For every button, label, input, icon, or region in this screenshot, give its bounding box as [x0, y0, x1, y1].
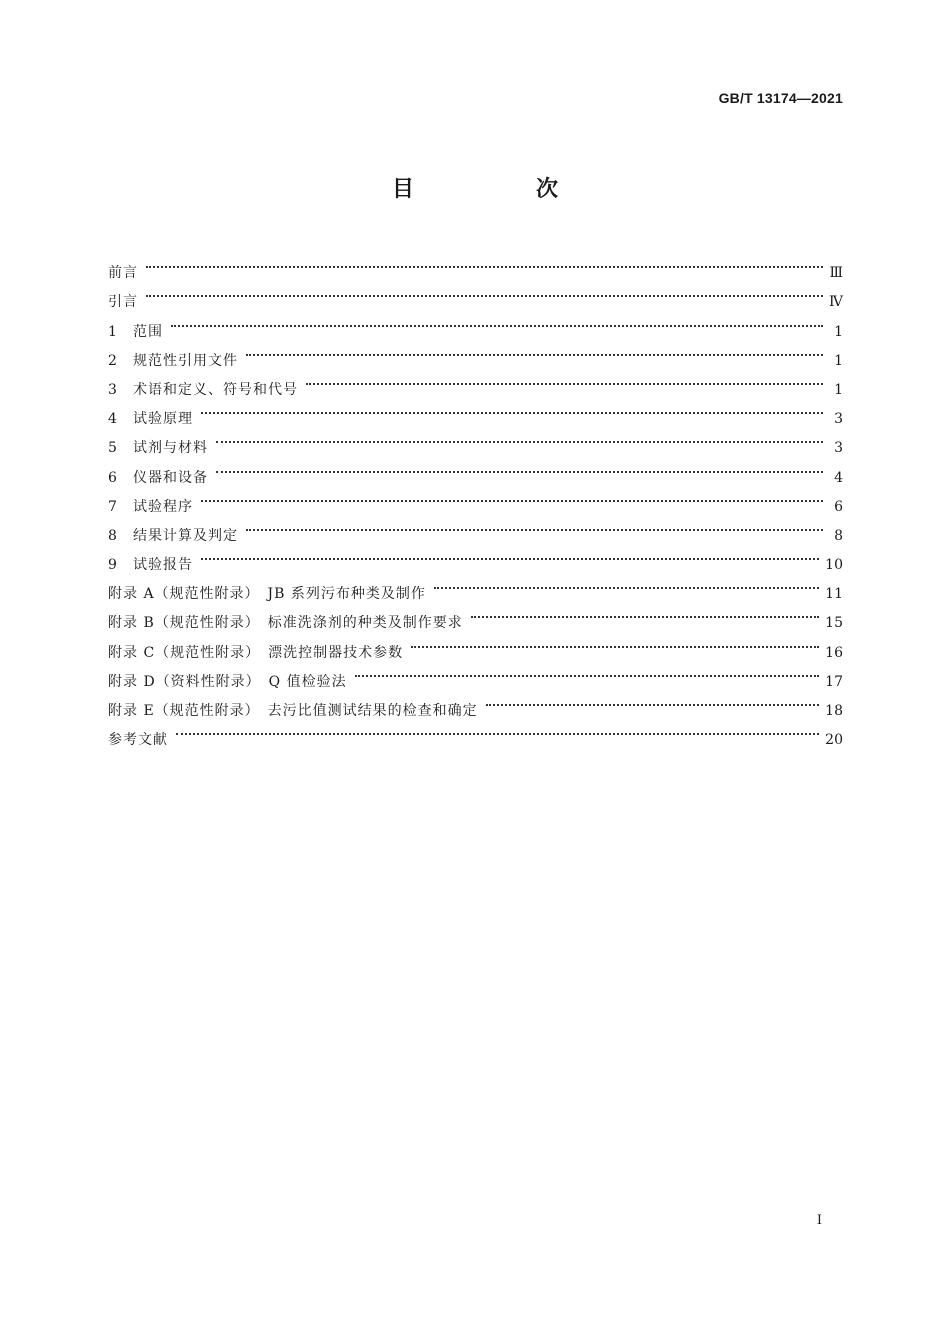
toc-entry-8[interactable] — [108, 511, 843, 544]
toc-entry-1[interactable] — [108, 306, 843, 340]
toc-entry-foreword[interactable] — [108, 248, 843, 282]
toc-entry-page: 1 — [834, 352, 843, 369]
page-title: 目 次 — [391, 177, 608, 202]
toc-leader-dots — [486, 686, 820, 715]
toc-entry-number: 2 — [108, 352, 117, 369]
toc-entry-page: 10 — [825, 557, 843, 574]
toc-entry-label: 结果计算及判定 — [133, 527, 238, 544]
toc-entry-page: 15 — [825, 615, 843, 632]
toc-entry-label: 前言 — [108, 265, 138, 282]
toc-entry-label: 参考文献 — [108, 732, 168, 749]
toc-entry-references[interactable] — [108, 715, 843, 749]
toc-leader-dots — [471, 598, 819, 627]
toc-leader-dots — [434, 569, 819, 598]
toc-entry-6[interactable] — [108, 452, 843, 486]
toc-entry-page: 3 — [834, 411, 843, 428]
toc-entry-page: 8 — [834, 527, 843, 544]
toc-leader-dots — [146, 248, 823, 277]
toc-entry-label: 附录 D（资料性附录） Q 值检验法 — [108, 673, 347, 690]
toc-entry-label: 试验原理 — [133, 411, 193, 428]
toc-entry-label: 规范性引用文件 — [133, 352, 238, 369]
toc-entry-number: 8 — [108, 527, 117, 544]
toc-leader-dots — [171, 306, 823, 335]
toc-leader-dots — [201, 394, 823, 423]
toc-entry-label: 术语和定义、符号和代号 — [133, 381, 298, 398]
toc-entry-page: Ⅲ — [829, 265, 843, 282]
toc-entry-number: 5 — [108, 440, 117, 457]
toc-entry-label: 引言 — [108, 294, 138, 311]
toc-entry-page: 16 — [825, 644, 843, 661]
toc-entry-page: 3 — [834, 440, 843, 457]
toc-entry-page: 17 — [825, 673, 843, 690]
toc-entry-appendix-a[interactable] — [108, 569, 843, 603]
toc-entry-label: 试验报告 — [133, 557, 193, 574]
toc-entry-label: 附录 B（规范性附录） 标准洗涤剂的种类及制作要求 — [108, 615, 463, 632]
toc-entry-label: 试验程序 — [133, 498, 193, 515]
toc-entry-page: Ⅳ — [829, 294, 843, 311]
toc-entry-page: 1 — [834, 381, 843, 398]
toc-entry-5[interactable] — [108, 423, 843, 457]
toc-leader-dots — [216, 423, 823, 452]
toc-entry-7[interactable] — [108, 482, 843, 515]
toc-entry-number: 3 — [108, 381, 117, 398]
toc-leader-dots — [201, 482, 823, 511]
toc-entry-4[interactable] — [108, 394, 843, 428]
page-number: I — [816, 1213, 822, 1228]
toc-entry-number: 7 — [108, 498, 117, 515]
toc-leader-dots — [411, 627, 819, 656]
toc-entry-9[interactable] — [108, 540, 843, 574]
toc-entry-page: 11 — [825, 586, 843, 603]
toc-leader-dots — [246, 336, 823, 365]
toc-entry-number: 4 — [108, 411, 117, 428]
toc-entry-page: 1 — [834, 323, 843, 340]
table-of-contents — [108, 248, 843, 749]
toc-entry-number: 9 — [108, 557, 117, 574]
toc-leader-dots — [355, 657, 820, 686]
toc-leader-dots — [176, 715, 819, 744]
toc-entry-introduction[interactable] — [108, 277, 843, 311]
toc-entry-number: 6 — [108, 469, 117, 486]
toc-entry-page: 18 — [825, 703, 843, 719]
toc-leader-dots — [201, 540, 819, 569]
toc-leader-dots — [246, 511, 823, 540]
toc-entry-label: 附录 C（规范性附录） 漂洗控制器技术参数 — [108, 644, 404, 661]
toc-entry-number: 1 — [108, 323, 117, 340]
toc-entry-label: 试剂与材料 — [133, 440, 208, 457]
toc-entry-page: 4 — [834, 469, 843, 486]
toc-entry-page: 20 — [825, 732, 843, 749]
toc-entry-label: 范围 — [133, 323, 163, 340]
toc-entry-2[interactable] — [108, 336, 843, 369]
toc-leader-dots — [306, 365, 823, 394]
toc-leader-dots — [216, 452, 823, 481]
toc-entry-label: 仪器和设备 — [133, 469, 208, 486]
toc-entry-page: 6 — [834, 498, 843, 515]
standard-code: GB/T 13174—2021 — [718, 90, 843, 106]
toc-leader-dots — [146, 277, 823, 306]
toc-entry-label: 附录 A（规范性附录） JB 系列污布种类及制作 — [108, 586, 426, 603]
toc-entry-label: 附录 E（规范性附录） 去污比值测试结果的检查和确定 — [108, 703, 478, 719]
